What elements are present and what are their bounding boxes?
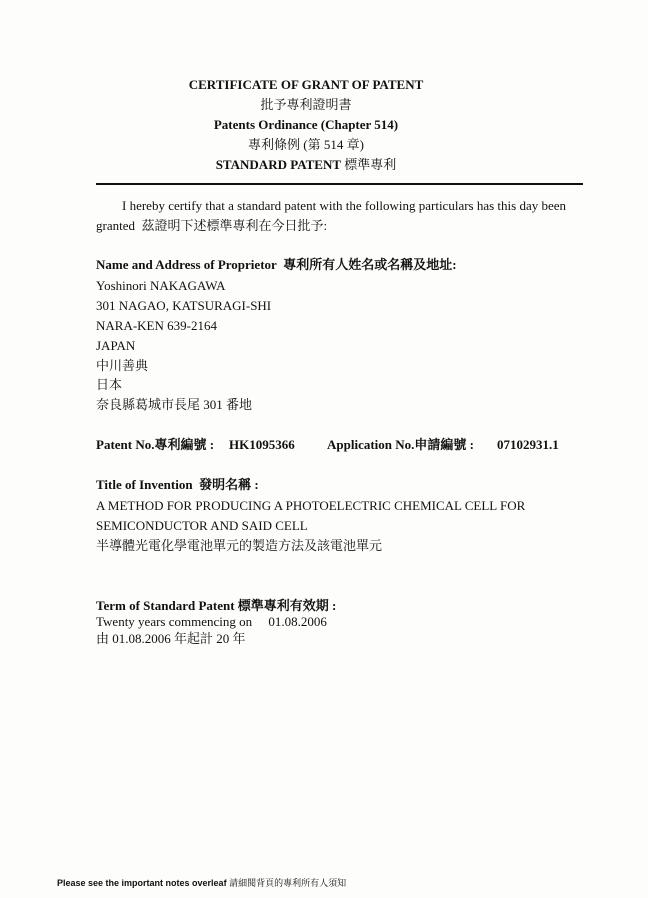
proprietor-line: JAPAN <box>96 338 136 353</box>
proprietor-line: 中川善典 <box>96 358 149 373</box>
term-commencing-text: Twenty years commencing on <box>96 614 253 629</box>
ordinance-en: Patents Ordinance (Chapter 514) <box>213 117 399 132</box>
term-line2: 由 01.08.2006 年起計 20 年 <box>96 631 246 646</box>
invention-label-en: Title of Invention <box>96 477 193 492</box>
invention-title-line: A METHOD FOR PRODUCING A PHOTOELECTRIC CHEMICAL CELL FOR <box>96 498 526 513</box>
application-number-value: 07102931.1 <box>497 437 559 452</box>
footer-note-zh: 請細閱背頁的專利所有人須知 <box>229 878 347 888</box>
certification-statement <box>96 196 576 236</box>
patent-type-en: STANDARD PATENT <box>215 157 342 172</box>
application-number-label: Application No.申請編號 : <box>327 437 474 452</box>
invention-title-line: 半導體光電化學電池單元的製造方法及該電池單元 <box>96 538 383 553</box>
certification-granted-en: been granted <box>96 198 567 233</box>
footer-note <box>57 876 346 889</box>
proprietor-line: Yoshinori NAKAGAWA <box>96 278 226 293</box>
certification-line1: I hereby certify that a standard patent with the following particulars has this day <box>122 198 539 213</box>
proprietor-line: 日本 <box>96 377 123 392</box>
invention-title-line: SEMICONDUCTOR AND SAID CELL <box>96 518 308 533</box>
patent-type <box>0 155 612 175</box>
certificate-title-zh: 批予專利證明書 <box>260 97 352 112</box>
patent-number-value: HK1095366 <box>229 437 295 452</box>
proprietor-line: NARA-KEN 639-2164 <box>96 318 217 333</box>
proprietor-heading <box>96 255 457 275</box>
proprietor-label-zh: 專利所有人姓名或名稱及地址: <box>283 257 457 272</box>
term-commencing-date: 01.08.2006 <box>268 614 327 629</box>
header-divider <box>96 183 583 185</box>
patent-type-zh: 標準專利 <box>344 157 397 172</box>
certificate-header <box>0 75 612 175</box>
certificate-title-en: CERTIFICATE OF GRANT OF PATENT <box>188 77 424 92</box>
patent-number-label: Patent No.專利編號 : <box>96 437 215 452</box>
certification-granted-zh: 茲證明下述標準專利在今日批予: <box>141 218 328 233</box>
invention-heading <box>96 475 259 495</box>
proprietor-label-en: Name and Address of Proprietor <box>96 257 277 272</box>
ordinance-zh: 專利條例 (第 514 章) <box>248 137 364 152</box>
proprietor-line: 奈良縣葛城市長尾 301 番地 <box>96 397 253 412</box>
term-label: Term of Standard Patent 標準專利有效期 : <box>96 598 337 613</box>
invention-label-zh: 發明名稱 : <box>199 477 259 492</box>
proprietor-line: 301 NAGAO, KATSURAGI-SHI <box>96 298 272 313</box>
footer-note-en: Please see the important notes overleaf <box>57 878 227 888</box>
